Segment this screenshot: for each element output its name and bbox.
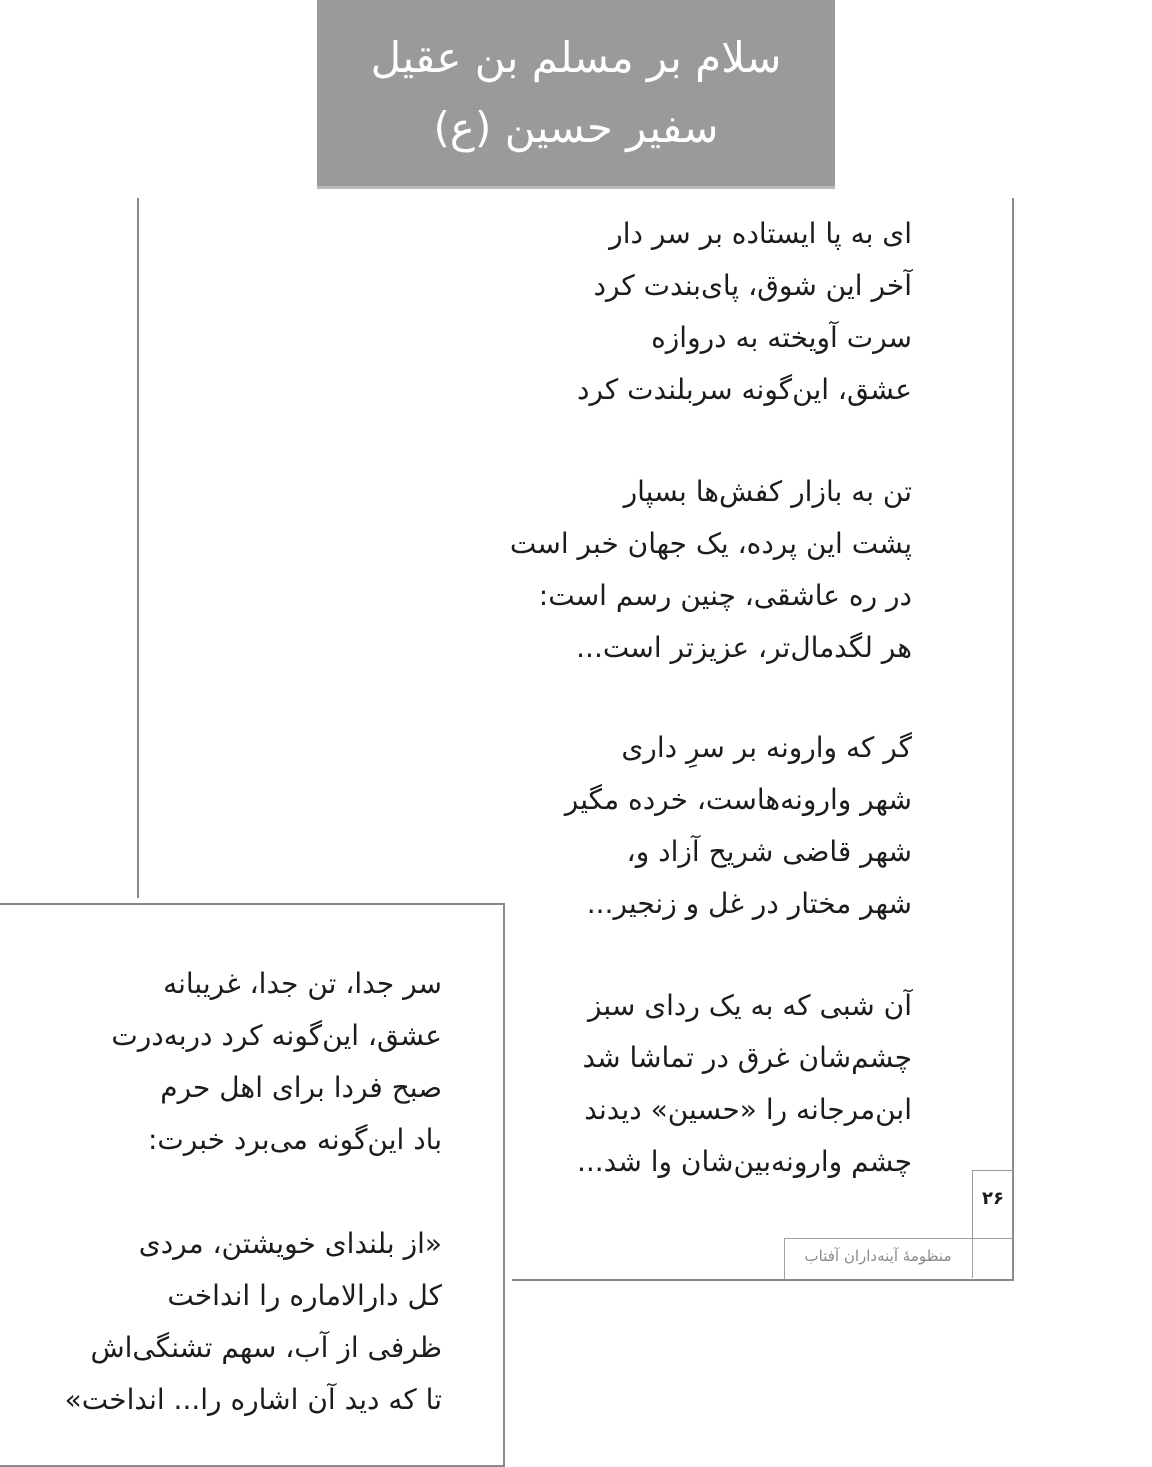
poem-line: عشق، این‌گونه سربلندت کرد: [577, 373, 912, 406]
poem-line: هر لگدمال‌تر، عزیزتر است...: [576, 631, 912, 664]
poem-line: باد این‌گونه می‌برد خبرت:: [147, 1123, 442, 1156]
poem-stanza-4: [577, 980, 912, 1188]
poem-stanza-1: [577, 208, 912, 416]
poem-line: ابن‌مرجانه را «حسین» دیدند: [584, 1093, 912, 1126]
poem-line: عشق، این‌گونه کرد دربه‌درت: [111, 1019, 442, 1052]
poem-line: در ره عاشقی، چنین رسم است:: [538, 579, 912, 612]
footer-divider: [972, 1238, 973, 1278]
page-number: ۲۶: [982, 1188, 1004, 1209]
title-banner: [317, 0, 835, 189]
poem-line: پشت این پرده، یک جهان خبر است: [509, 527, 912, 560]
poem-line: سر جدا، تن جدا، غریبانه: [163, 967, 442, 1000]
poem-line: تا که دید آن اشاره را... انداخت»: [64, 1383, 442, 1416]
poem-line: شهر مختار در غل و زنجیر...: [586, 887, 912, 920]
poem-line: آن شبی که به یک ردای سبز: [587, 989, 912, 1022]
poem-line: صبح فردا برای اهل حرم: [160, 1071, 442, 1104]
frame-bottom-border: [512, 1279, 1014, 1281]
poem-line: ای به پا ایستاده بر سر دار: [609, 217, 912, 250]
poem-stanza-2: [510, 466, 912, 674]
frame-left-border: [137, 198, 139, 898]
frame-right-border: [1012, 198, 1014, 1281]
poem-line: شهر وارونه‌هاست، خرده مگیر: [564, 783, 912, 816]
book-title: منظومهٔ آینه‌داران آفتاب: [804, 1247, 952, 1265]
poem-line: آخر این شوق، پای‌بندت کرد: [593, 269, 912, 302]
poem-line: چشم‌شان غرق در تماشا شد: [582, 1041, 912, 1074]
page-subtitle: سفیر حسین (ع): [433, 103, 719, 152]
poem-line: «از بلندای خویشتن، مردی: [138, 1227, 442, 1260]
poem-line: چشم وارونه‌بین‌شان وا شد...: [576, 1145, 912, 1178]
page-title: سلام بر مسلم بن عقیل: [370, 33, 782, 82]
poem-line: گر که وارونه بر سرِ داری: [621, 731, 912, 764]
poem-line: تن به بازار کفش‌ها بسپار: [623, 475, 912, 508]
poem-stanza-6: [65, 1218, 442, 1426]
poem-line: ظرفی از آب، سهم تشنگی‌اش: [90, 1331, 442, 1364]
poem-line: سرت آویخته به دروازه: [651, 321, 912, 354]
poem-stanza-3: [565, 722, 912, 930]
poem-line: شهر قاضی شریح آزاد و،: [626, 835, 912, 868]
poem-stanza-5: [111, 958, 442, 1166]
poem-line: کل دارالاماره را انداخت: [167, 1279, 442, 1312]
